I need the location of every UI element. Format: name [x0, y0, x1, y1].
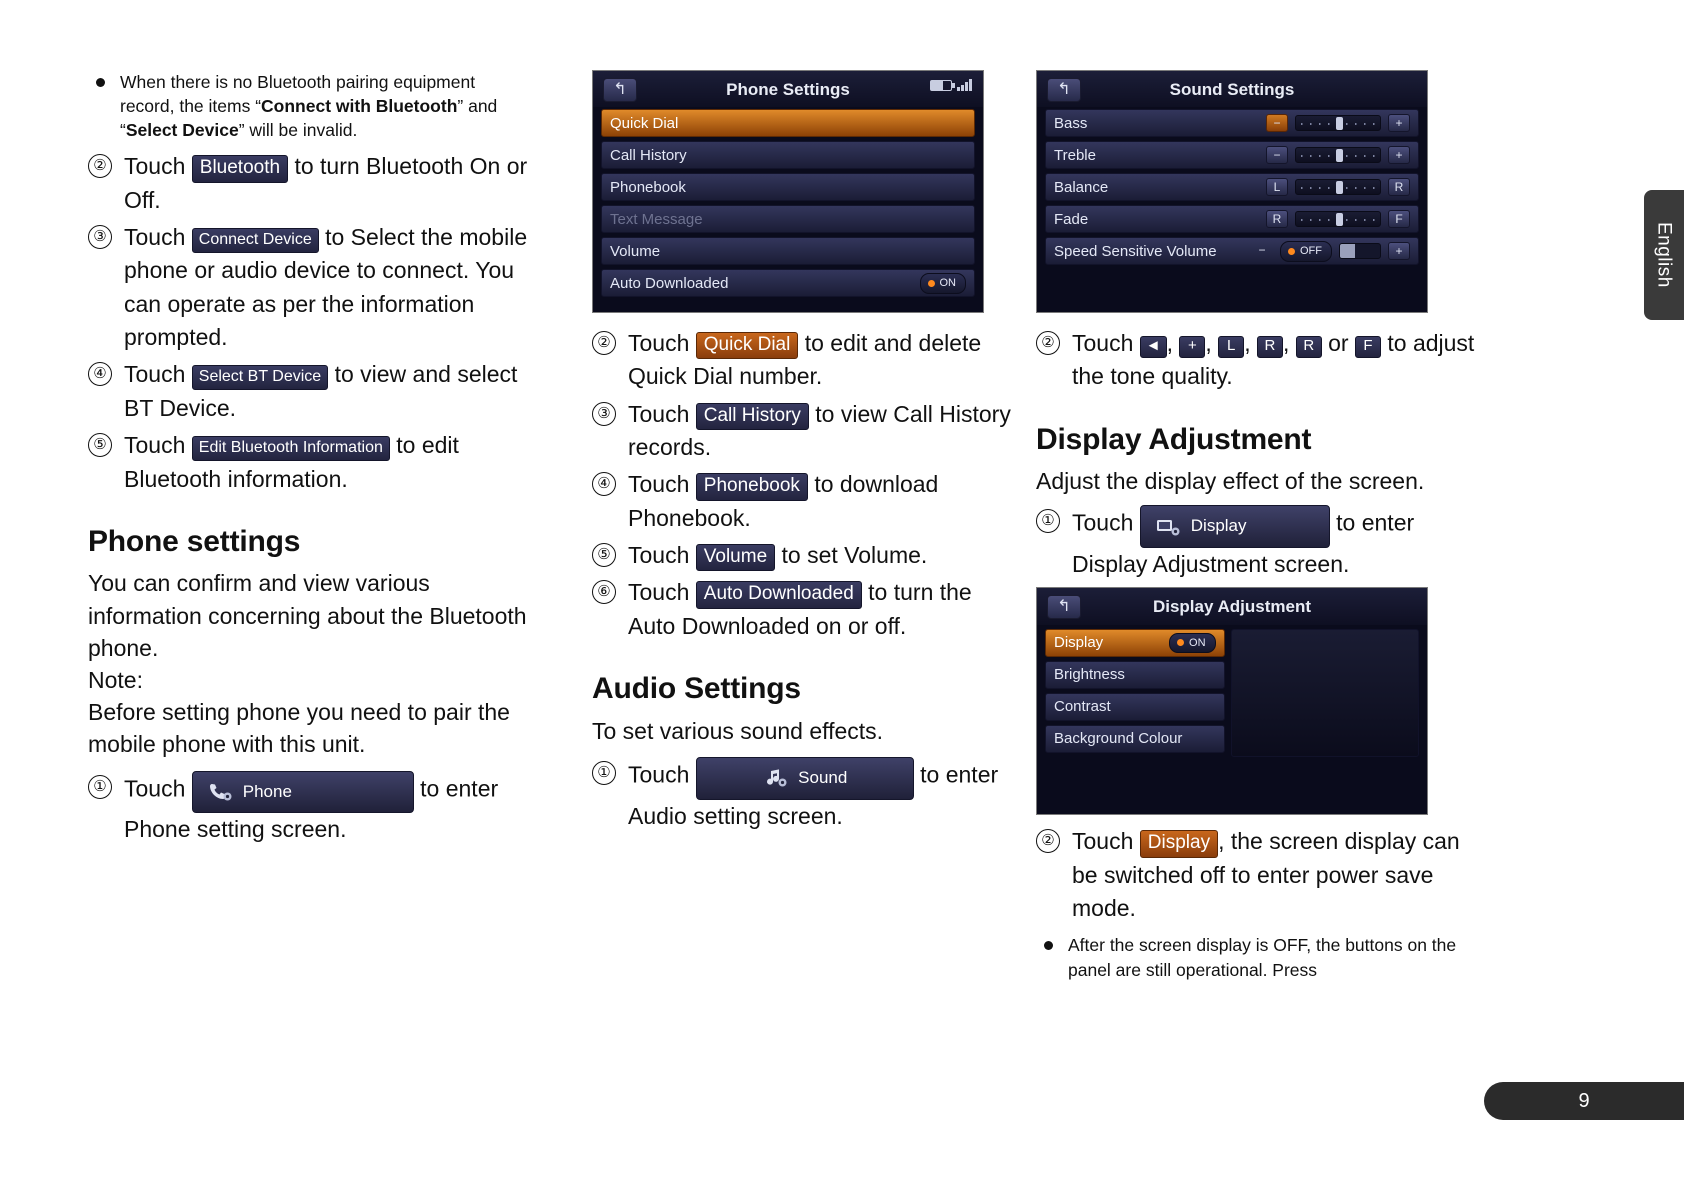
row-label: Balance: [1054, 178, 1109, 196]
bass-slider[interactable]: [1295, 115, 1381, 131]
speed-volume-slider[interactable]: [1339, 243, 1381, 259]
row-label: Quick Dial: [610, 114, 679, 132]
step-pre: Touch: [628, 761, 690, 788]
key-call-history[interactable]: Call History: [696, 403, 809, 430]
key-auto-downloaded[interactable]: Auto Downloaded: [696, 581, 862, 608]
button-phone-label: Phone: [242, 781, 292, 801]
step-post: to set Volume.: [781, 542, 928, 569]
right-button[interactable]: R: [1388, 178, 1410, 196]
button-sound-label: Sound: [798, 767, 848, 787]
front-button[interactable]: F: [1388, 210, 1410, 228]
step-number: ①: [1036, 509, 1060, 533]
step-auto-downloaded: [592, 576, 1022, 643]
display-gear-icon: [1155, 517, 1181, 537]
step-number: ②: [592, 331, 616, 355]
screenshot-display-adjustment: [1036, 587, 1428, 815]
device-row-phonebook[interactable]: [601, 173, 975, 201]
key-edit-bluetooth-information[interactable]: Edit Bluetooth Information: [192, 436, 390, 461]
status-dot-icon: [1177, 639, 1184, 646]
step-post: , the screen display can be switched off to enter power save mode.: [1072, 828, 1460, 922]
key-plus[interactable]: +: [1179, 336, 1205, 358]
screenshot-phone-settings: [592, 70, 984, 313]
status-icons: [930, 79, 973, 91]
button-phone[interactable]: [192, 771, 414, 814]
step-post: to turn the Auto Downloaded on or off.: [628, 579, 972, 639]
key-bluetooth[interactable]: Bluetooth: [192, 155, 288, 182]
fade-slider[interactable]: [1295, 211, 1381, 227]
step-number: ④: [592, 472, 616, 496]
note-text: After the screen display is OFF, the buttons on the panel are still operational. Press: [1068, 935, 1457, 980]
device-row-background-colour[interactable]: [1045, 725, 1225, 753]
device-row-contrast[interactable]: [1045, 693, 1225, 721]
battery-icon: [930, 80, 952, 91]
column-left: [88, 70, 528, 851]
minus-button[interactable]: −: [1258, 243, 1266, 258]
device-row-balance[interactable]: [1045, 173, 1419, 201]
step-post: to edit Bluetooth information.: [124, 432, 459, 492]
side-tab-english: [1644, 190, 1684, 320]
step-number: ②: [1036, 331, 1060, 355]
page-number: [1484, 1082, 1684, 1120]
row-label: Background Colour: [1054, 729, 1183, 747]
row-label: Call History: [610, 146, 687, 164]
toggle-label: ON: [939, 277, 956, 290]
key-phonebook[interactable]: Phonebook: [696, 473, 808, 500]
key-left[interactable]: L: [1218, 336, 1244, 358]
step-pre: Touch: [1072, 330, 1134, 356]
button-display[interactable]: [1140, 505, 1330, 548]
audio-settings-body: To set various sound effects.: [592, 717, 884, 744]
key-volume[interactable]: Volume: [696, 544, 775, 571]
row-label: Display: [1054, 633, 1104, 651]
left-button[interactable]: L: [1266, 178, 1288, 196]
plus-button[interactable]: +: [1388, 242, 1410, 260]
preview-panel: [1231, 629, 1419, 757]
row-label: Fade: [1054, 210, 1089, 228]
toggle-label: OFF: [1300, 245, 1322, 258]
button-display-label: Display: [1190, 516, 1247, 536]
device-title: Display Adjustment: [1037, 588, 1427, 624]
back-icon[interactable]: ↰: [603, 78, 637, 102]
step-quick-dial: [592, 327, 1022, 394]
device-row-quick-dial[interactable]: [601, 109, 975, 137]
step-phone-button: [88, 771, 528, 847]
page-number-label: 9: [1578, 1089, 1590, 1112]
key-display[interactable]: Display: [1140, 830, 1218, 857]
device-row-auto-downloaded[interactable]: [601, 269, 975, 297]
status-dot-icon: [928, 280, 935, 287]
screenshot-sound-settings: [1036, 70, 1428, 313]
key-connect-device[interactable]: Connect Device: [192, 228, 319, 253]
step-phonebook: [592, 468, 1022, 535]
treble-slider[interactable]: [1295, 147, 1381, 163]
step-pre: Touch: [628, 400, 690, 427]
step-number: ①: [592, 761, 616, 785]
key-minus[interactable]: ◄: [1140, 336, 1167, 358]
column-middle: [592, 70, 1022, 837]
key-quick-dial[interactable]: Quick Dial: [696, 332, 799, 359]
step-pre: Touch: [628, 330, 690, 356]
key-right[interactable]: R: [1257, 336, 1283, 358]
plus-button[interactable]: +: [1388, 146, 1410, 164]
device-row-text-message: [601, 205, 975, 233]
step-pre: Touch: [628, 579, 690, 606]
step-sound-button: [592, 757, 1022, 833]
device-row-display[interactable]: [1045, 629, 1225, 657]
note-pre: When there is no Bluetooth pairing equipment record, the items “: [120, 72, 476, 117]
back-icon[interactable]: ↰: [1047, 78, 1081, 102]
key-front[interactable]: F: [1355, 336, 1381, 358]
step-number: ⑥: [592, 580, 616, 604]
step-post: to turn Bluetooth On or Off.: [124, 153, 528, 213]
toggle-auto-downloaded[interactable]: [920, 273, 967, 294]
step-post: to enter Phone setting screen.: [124, 774, 499, 843]
step-number: ②: [88, 154, 112, 178]
device-row-brightness[interactable]: [1045, 661, 1225, 689]
step-post: to edit and delete Quick Dial number.: [628, 330, 982, 390]
status-dot-icon: [1288, 248, 1295, 255]
step-pre: Touch: [124, 224, 186, 251]
step-pre: Touch: [628, 542, 690, 569]
step-tone-quality: ② Touch ◄ , + , L , R , R or F to adjust the tone quality.: [1036, 327, 1486, 394]
toggle-display[interactable]: [1169, 633, 1216, 654]
toggle-label: ON: [1189, 636, 1206, 649]
balance-slider[interactable]: [1295, 179, 1381, 195]
bluetooth-note: [88, 70, 528, 142]
step-number: ④: [88, 362, 112, 386]
step-number: ⑤: [592, 543, 616, 567]
row-label: Treble: [1054, 146, 1096, 164]
step-pre: Touch: [628, 471, 690, 498]
note-bold-2: Select Device: [125, 120, 239, 141]
step-connect-device: [88, 221, 528, 354]
row-label: Volume: [610, 242, 661, 260]
device-title: Sound Settings: [1037, 71, 1427, 107]
row-label: Auto Downloaded: [610, 274, 729, 292]
display-adjustment-body: Adjust the display effect of the screen.: [1036, 468, 1425, 495]
step-pre: Touch: [1072, 509, 1134, 536]
music-note-gear-icon: [762, 768, 788, 788]
plus-button[interactable]: +: [1388, 114, 1410, 132]
device-title: Phone Settings: [593, 71, 983, 107]
display-off-note: [1036, 933, 1486, 981]
step-pre: Touch: [124, 153, 186, 180]
rear-button[interactable]: R: [1266, 210, 1288, 228]
step-post: to enter Display Adjustment screen.: [1072, 509, 1415, 578]
minus-button[interactable]: −: [1266, 114, 1288, 132]
device-row-speed-sensitive-volume[interactable]: [1045, 237, 1419, 265]
note-mid: ” and “: [120, 96, 498, 141]
step-number: ③: [592, 402, 616, 426]
step-pre: Touch: [124, 361, 186, 388]
column-right: [1036, 70, 1486, 990]
toggle-speed-sensitive-volume[interactable]: [1280, 241, 1332, 262]
step-post: to Select the mobile phone or audio device to connect. You can operate as per the information prompted.: [124, 224, 528, 351]
row-label: Brightness: [1054, 665, 1125, 683]
device-split-layout: [1037, 625, 1427, 765]
step-edit-bluetooth-information: [88, 429, 528, 496]
device-row-list: [1045, 629, 1225, 757]
step-pre: Touch: [1072, 828, 1134, 855]
row-label: Bass: [1054, 114, 1088, 132]
device-row-call-history[interactable]: [601, 141, 975, 169]
step-pre: Touch: [124, 432, 186, 459]
step-number: ③: [88, 225, 112, 249]
device-row-treble[interactable]: [1045, 141, 1419, 169]
note-label: Note:: [88, 667, 143, 694]
step-post: to view and select BT Device.: [124, 361, 518, 421]
device-row-list: [1037, 107, 1427, 277]
step-volume: [592, 539, 1022, 572]
minus-button[interactable]: −: [1266, 146, 1288, 164]
step-number: ②: [1036, 829, 1060, 853]
note-bold-1: Connect with Bluetooth: [261, 96, 458, 117]
phone-settings-body: You can confirm and view various information concerning about the Bluetooth phone.: [88, 570, 527, 661]
note-post: ” will be invalid.: [238, 120, 358, 141]
signal-icon: [957, 79, 973, 91]
step-bluetooth: [88, 150, 528, 217]
row-label: Speed Sensitive Volume: [1054, 242, 1217, 260]
button-sound[interactable]: [696, 757, 914, 800]
row-label: Text Message: [610, 210, 703, 228]
step-post: to adjust the tone quality.: [1072, 330, 1475, 390]
step-display-toggle: [1036, 825, 1486, 925]
step-or: or: [1328, 330, 1349, 356]
back-icon[interactable]: ↰: [1047, 595, 1081, 619]
step-number: ⑤: [88, 433, 112, 457]
heading-display-adjustment: Display Adjustment: [1036, 422, 1312, 456]
phone-gear-icon: [207, 782, 233, 802]
row-label: Contrast: [1054, 697, 1111, 715]
heading-audio-settings: Audio Settings: [592, 672, 801, 706]
key-select-bt-device[interactable]: Select BT Device: [192, 365, 328, 390]
step-post: to view Call History records.: [628, 400, 1011, 461]
step-post: to enter Audio setting screen.: [628, 761, 999, 829]
step-post: to download Phonebook.: [628, 471, 939, 531]
device-row-list: [593, 107, 983, 309]
device-row-fade[interactable]: [1045, 205, 1419, 233]
device-row-volume[interactable]: [601, 237, 975, 265]
device-row-bass[interactable]: [1045, 109, 1419, 137]
phone-settings-body-2: Before setting phone you need to pair the mobile phone with this unit.: [88, 699, 510, 758]
step-number: ①: [88, 775, 112, 799]
step-pre: Touch: [124, 774, 186, 801]
heading-phone-settings: Phone settings: [88, 524, 301, 558]
step-select-bt-device: [88, 358, 528, 425]
step-display-button: [1036, 505, 1486, 581]
step-call-history: [592, 398, 1022, 465]
key-rear[interactable]: R: [1296, 336, 1322, 358]
side-tab-label: English: [1653, 222, 1675, 288]
row-label: Phonebook: [610, 178, 686, 196]
